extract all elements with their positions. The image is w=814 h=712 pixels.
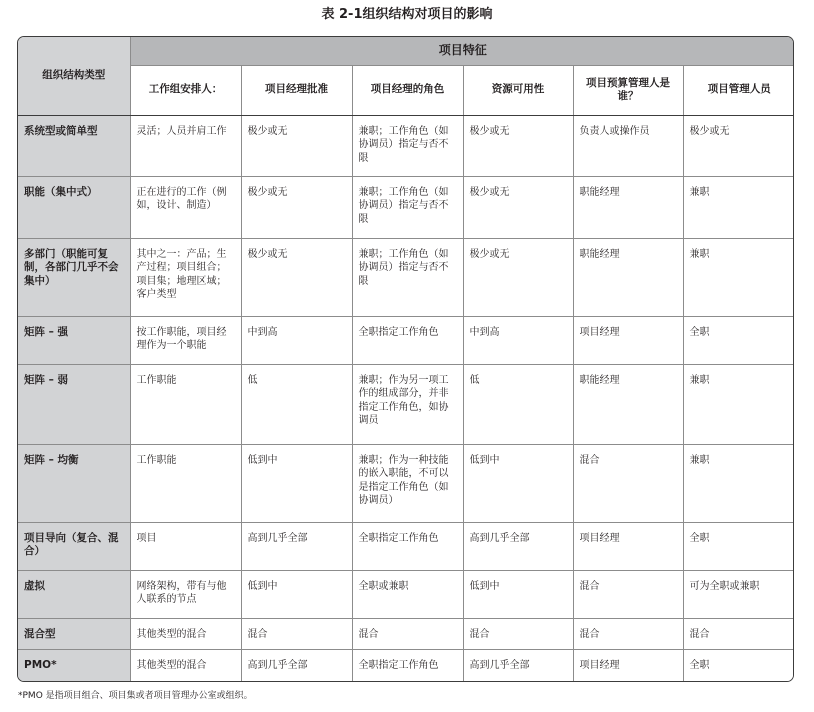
- table-row: [18, 316, 794, 364]
- table-cell: 高到几乎全部: [241, 522, 352, 570]
- table-cell: 低到中: [241, 570, 352, 618]
- row-header: 多部门（职能可复制，各部门几乎不会集中）: [18, 238, 130, 316]
- table-cell: 极少或无: [241, 115, 352, 176]
- table-cell: 极少或无: [683, 115, 794, 176]
- table-row: [18, 570, 794, 618]
- table-cell: 网络架构，带有与他人联系的节点: [130, 570, 241, 618]
- table-cell: 低: [463, 364, 573, 444]
- table-cell: 极少或无: [463, 238, 573, 316]
- table-cell: 按工作职能，项目经理作为一个职能: [130, 316, 241, 364]
- table-cell: 极少或无: [463, 176, 573, 238]
- footnote: *PMO 是指项目组合、项目集或者项目管理办公室或组织。: [18, 691, 253, 701]
- table-cell: 全职指定工作角色: [352, 649, 463, 682]
- row-header: PMO*: [18, 649, 130, 682]
- table: [18, 37, 794, 682]
- table-cell: 兼职；作为另一项工作的组成部分，并非指定工作角色，如协调员: [352, 364, 463, 444]
- table-cell: 兼职: [683, 176, 794, 238]
- table-cell: 职能经理: [573, 176, 683, 238]
- table-row: [18, 618, 794, 649]
- table-body: [18, 115, 794, 682]
- table-cell: 其他类型的混合: [130, 618, 241, 649]
- table-cell: 高到几乎全部: [463, 649, 573, 682]
- group-header: 项目特征: [130, 37, 794, 65]
- table-cell: 职能经理: [573, 364, 683, 444]
- table-cell: 极少或无: [463, 115, 573, 176]
- table-cell: 兼职；作为一种技能的嵌入职能，不可以是指定工作角色（如协调员）: [352, 444, 463, 522]
- row-header: 项目导向（复合、混合）: [18, 522, 130, 570]
- table-cell: 全职或兼职: [352, 570, 463, 618]
- table-cell: 兼职: [683, 444, 794, 522]
- table-cell: 职能经理: [573, 238, 683, 316]
- table-cell: 全职指定工作角色: [352, 522, 463, 570]
- table-cell: 兼职；工作角色（如协调员）指定与否不限: [352, 115, 463, 176]
- table-cell: 项目: [130, 522, 241, 570]
- table-row: [18, 649, 794, 682]
- table-row: [18, 115, 794, 176]
- table-row: [18, 522, 794, 570]
- table-cell: 项目经理: [573, 649, 683, 682]
- table-cell: 中到高: [463, 316, 573, 364]
- table-cell: 其他类型的混合: [130, 649, 241, 682]
- table-cell: 可为全职或兼职: [683, 570, 794, 618]
- row-header: 矩阵 – 强: [18, 316, 130, 364]
- table-cell: 极少或无: [241, 176, 352, 238]
- table-cell: 全职: [683, 522, 794, 570]
- table-cell: 项目经理: [573, 316, 683, 364]
- column-header: 资源可用性: [463, 65, 573, 115]
- table-cell: 混合: [352, 618, 463, 649]
- table-cell: 兼职: [683, 238, 794, 316]
- table-row: [18, 444, 794, 522]
- org-structure-table: [17, 36, 794, 682]
- table-cell: 中到高: [241, 316, 352, 364]
- table-cell: 极少或无: [241, 238, 352, 316]
- table-row: [18, 176, 794, 238]
- table-cell: 混合: [683, 618, 794, 649]
- row-header: 矩阵 – 弱: [18, 364, 130, 444]
- column-header: 项目管理人员: [683, 65, 794, 115]
- table-cell: 混合: [463, 618, 573, 649]
- column-header: 工作组安排人：: [130, 65, 241, 115]
- table-cell: 全职: [683, 316, 794, 364]
- row-header: 虚拟: [18, 570, 130, 618]
- table-cell: 项目经理: [573, 522, 683, 570]
- table-cell: 混合: [573, 444, 683, 522]
- row-header: 系统型或简单型: [18, 115, 130, 176]
- row-header: 混合型: [18, 618, 130, 649]
- column-header: 项目预算管理人是谁？: [573, 65, 683, 115]
- column-header: 项目经理批准: [241, 65, 352, 115]
- table-cell: 兼职: [683, 364, 794, 444]
- table-cell: 负责人或操作员: [573, 115, 683, 176]
- table-cell: 全职指定工作角色: [352, 316, 463, 364]
- table-cell: 混合: [573, 570, 683, 618]
- row-header: 矩阵 – 均衡: [18, 444, 130, 522]
- row-header: 职能（集中式）: [18, 176, 130, 238]
- table-cell: 低到中: [463, 444, 573, 522]
- table-cell: 混合: [241, 618, 352, 649]
- table-cell: 低: [241, 364, 352, 444]
- table-cell: 兼职；工作角色（如协调员）指定与否不限: [352, 176, 463, 238]
- table-cell: 低到中: [463, 570, 573, 618]
- table-cell: 全职: [683, 649, 794, 682]
- table-cell: 兼职；工作角色（如协调员）指定与否不限: [352, 238, 463, 316]
- corner-header: 组织结构类型: [18, 37, 130, 115]
- table-cell: 灵活；人员并肩工作: [130, 115, 241, 176]
- table-cell: 正在进行的工作（例如，设计、制造）: [130, 176, 241, 238]
- table-cell: 高到几乎全部: [463, 522, 573, 570]
- table-row: [18, 364, 794, 444]
- page-title: 表 2-1组织结构对项目的影响: [321, 7, 493, 22]
- table-cell: 工作职能: [130, 444, 241, 522]
- table-cell: 其中之一：产品；生产过程；项目组合；项目集；地理区域；客户类型: [130, 238, 241, 316]
- table-cell: 工作职能: [130, 364, 241, 444]
- table-cell: 混合: [573, 618, 683, 649]
- table-cell: 低到中: [241, 444, 352, 522]
- table-row: [18, 238, 794, 316]
- table-cell: 高到几乎全部: [241, 649, 352, 682]
- column-header: 项目经理的角色: [352, 65, 463, 115]
